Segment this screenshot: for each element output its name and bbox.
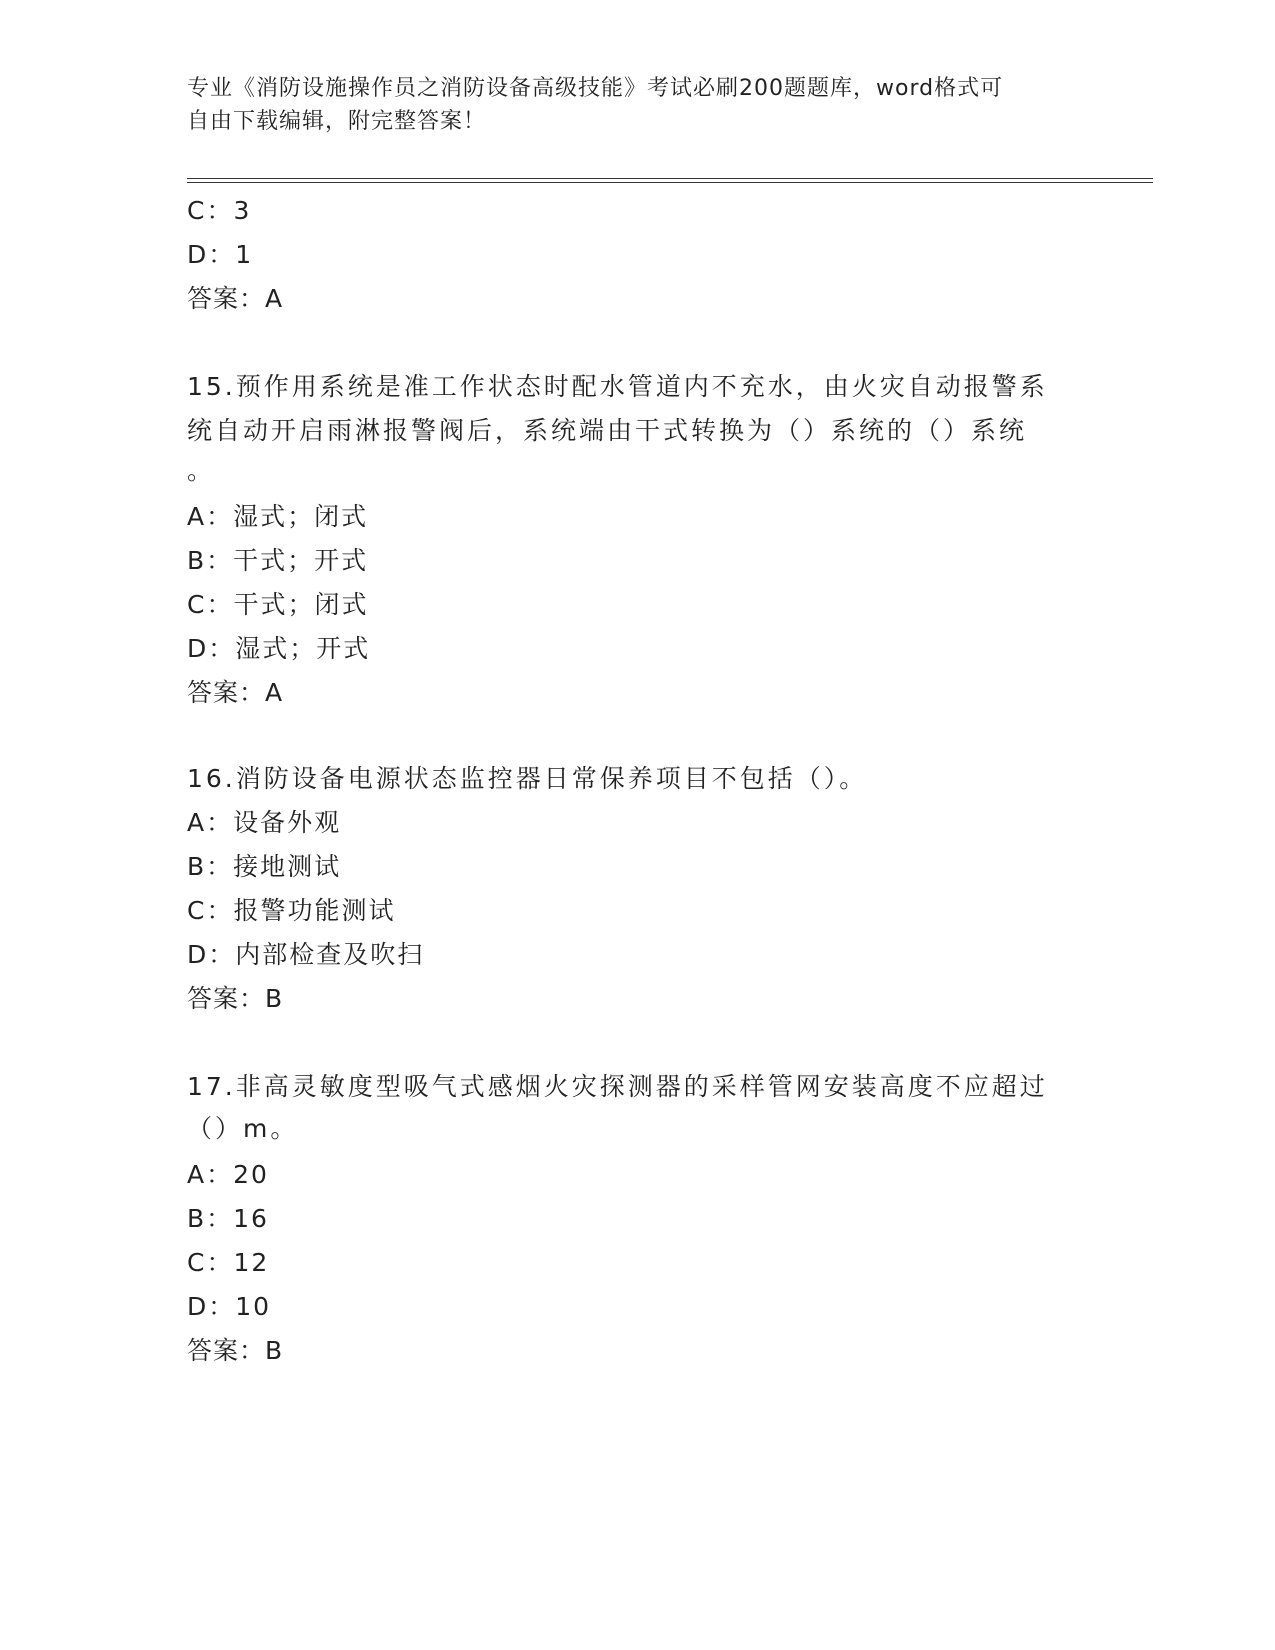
q17-option-d: D：10 — [187, 1292, 272, 1321]
q17-option-c: C：12 — [187, 1248, 270, 1277]
q15-text-line-3: 。 — [187, 456, 216, 485]
q14-option-c: C：3 — [187, 196, 252, 225]
q15-text-line-2: 统自动开启雨淋报警阀后，系统端由干式转换为（）系统的（）系统 — [187, 416, 1028, 445]
q14-option-d: D：1 — [187, 240, 254, 269]
q15-answer: 答案：A — [187, 678, 284, 707]
q15-option-a: A：湿式；闭式 — [187, 502, 369, 531]
q16-option-a: A：设备外观 — [187, 808, 342, 837]
q16-answer: 答案：B — [187, 984, 284, 1013]
q16-option-b: B：接地测试 — [187, 852, 342, 881]
q15-option-d: D：湿式；开式 — [187, 634, 371, 663]
q15-option-c: C：干式；闭式 — [187, 590, 369, 619]
q17-option-a: A：20 — [187, 1160, 269, 1189]
q17-text-line-2: （）m。 — [187, 1114, 299, 1143]
q16-option-d: D：内部检查及吹扫 — [187, 940, 425, 969]
q17-option-b: B：16 — [187, 1204, 269, 1233]
document-header — [187, 72, 1067, 138]
header-line-1: 专业《消防设施操作员之消防设备高级技能》考试必刷200题题库，word格式可 — [187, 76, 1004, 101]
header-divider-top — [187, 178, 1153, 179]
header-divider-bottom — [187, 182, 1153, 183]
q14-answer: 答案：A — [187, 284, 284, 313]
q16-option-c: C：报警功能测试 — [187, 896, 396, 925]
q15-text-line-1: 15.预作用系统是准工作状态时配水管道内不充水，由火灾自动报警系 — [187, 372, 1048, 401]
q16-text-line-1: 16.消防设备电源状态监控器日常保养项目不包括（）。 — [187, 764, 868, 793]
q17-answer: 答案：B — [187, 1336, 284, 1365]
header-line-2: 自由下载编辑，附完整答案！ — [187, 109, 487, 134]
q15-option-b: B：干式；开式 — [187, 546, 369, 575]
q17-text-line-1: 17.非高灵敏度型吸气式感烟火灾探测器的采样管网安装高度不应超过 — [187, 1072, 1048, 1101]
